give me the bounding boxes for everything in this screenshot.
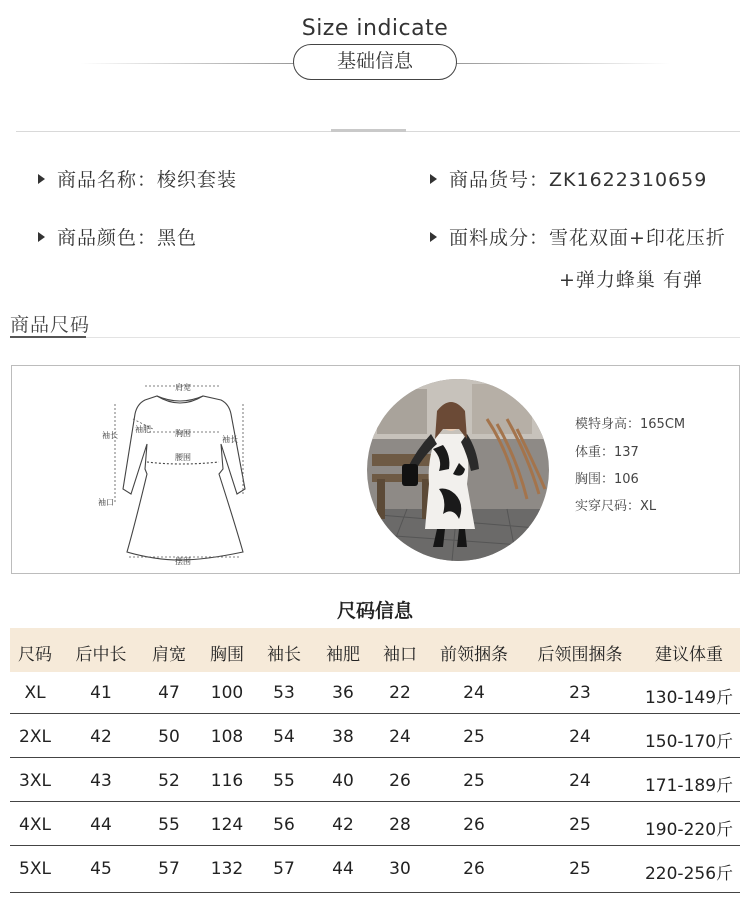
info-product-color-text: 商品颜色：黑色 [57, 227, 198, 249]
diagram-label-hem: 摆围 [175, 557, 191, 566]
table-cell: 3XL [19, 771, 51, 791]
table-cell: 36 [332, 683, 354, 703]
table-cell: 26 [463, 859, 485, 879]
table-header-cell: 后领围捆条 [537, 645, 623, 665]
table-cell: 47 [158, 683, 180, 703]
diagram-label-shoulder: 肩宽 [175, 383, 191, 392]
table-cell: 220-256斤 [644, 864, 734, 884]
table-cell: 25 [463, 727, 485, 747]
info-product-fabric-text: 面料成分：雪花双面+印花压折 [449, 227, 726, 249]
table-cell: 190-220斤 [644, 820, 734, 840]
table-cell: 4XL [19, 815, 51, 835]
model-bust: 胸围：106 [575, 472, 639, 487]
table-cell: 43 [90, 771, 112, 791]
table-cell: 26 [389, 771, 411, 791]
table-cell: 44 [332, 859, 354, 879]
table-cell: 28 [389, 815, 411, 835]
table-header-cell: 袖口 [383, 645, 417, 665]
bullet-arrow-icon [38, 174, 45, 184]
diagram-label-sleeve-width: 袖肥 [135, 425, 151, 434]
header-line-right [456, 63, 670, 64]
table-header-cell: 尺码 [18, 645, 52, 665]
table-cell: 24 [569, 771, 591, 791]
table-cell: XL [24, 683, 46, 703]
table-cell: 42 [90, 727, 112, 747]
table-cell: 26 [463, 815, 485, 835]
table-cell: 52 [158, 771, 180, 791]
table-cell: 108 [210, 727, 244, 747]
table-cell: 124 [210, 815, 244, 835]
table-cell: 22 [389, 683, 411, 703]
table-header-cell: 袖长 [267, 645, 301, 665]
table-cell: 150-170斤 [644, 732, 734, 752]
table-cell: 25 [463, 771, 485, 791]
table-cell: 50 [158, 727, 180, 747]
table-cell: 171-189斤 [644, 776, 734, 796]
table-header-cell: 袖肥 [326, 645, 360, 665]
model-size: 实穿尺码：XL [575, 499, 657, 514]
info-product-fabric-cont: +弹力蜂巢 有弹 [559, 269, 703, 291]
dress-measurement-diagram [95, 374, 265, 569]
table-row-divider [10, 845, 740, 846]
table-cell: 25 [569, 815, 591, 835]
table-cell: 54 [273, 727, 295, 747]
size-section-line [86, 337, 740, 338]
model-weight: 体重：137 [575, 445, 639, 460]
table-cell: 132 [210, 859, 244, 879]
table-cell: 57 [158, 859, 180, 879]
table-cell: 40 [332, 771, 354, 791]
table-cell: 24 [569, 727, 591, 747]
table-cell: 116 [210, 771, 244, 791]
info-product-name-text: 商品名称：梭织套装 [57, 169, 238, 191]
size-section-label: 商品尺码 [10, 314, 91, 336]
table-cell: 100 [210, 683, 244, 703]
table-cell: 55 [273, 771, 295, 791]
bullet-arrow-icon [430, 232, 437, 242]
size-table-title: 尺码信息 [336, 600, 413, 622]
diagram-label-sleeve-length-right: 袖长 [222, 435, 238, 444]
table-header-cell: 后中长 [75, 645, 127, 665]
size-section-underline [10, 336, 86, 338]
table-cell: 23 [569, 683, 591, 703]
table-cell: 30 [389, 859, 411, 879]
table-cell: 25 [569, 859, 591, 879]
table-cell: 53 [273, 683, 295, 703]
header-title: Size indicate [301, 16, 449, 41]
table-cell: 57 [273, 859, 295, 879]
diagram-label-cuff: 袖口 [98, 498, 114, 507]
info-product-fabric [430, 223, 726, 250]
table-header-cell: 前领捆条 [440, 645, 508, 665]
table-cell: 42 [332, 815, 354, 835]
bullet-arrow-icon [430, 174, 437, 184]
table-cell: 41 [90, 683, 112, 703]
table-row-divider [10, 801, 740, 802]
table-header-cell: 建议体重 [655, 645, 723, 665]
divider-accent [331, 129, 406, 132]
table-cell: 2XL [19, 727, 51, 747]
table-cell: 5XL [19, 859, 51, 879]
diagram-label-sleeve-length-left: 袖长 [102, 431, 118, 440]
table-header-cell: 胸围 [210, 645, 244, 665]
table-cell: 55 [158, 815, 180, 835]
table-cell: 44 [90, 815, 112, 835]
bullet-arrow-icon [38, 232, 45, 242]
table-row-divider [10, 757, 740, 758]
info-product-sku-text: 商品货号：ZK1622310659 [449, 169, 708, 191]
table-cell: 38 [332, 727, 354, 747]
info-product-color [38, 223, 197, 250]
info-product-name [38, 165, 237, 192]
model-height: 模特身高：165CM [575, 417, 686, 432]
size-figure-box [11, 365, 740, 574]
table-row-divider [10, 892, 740, 893]
header-subtitle-pill: 基础信息 [293, 44, 457, 80]
table-cell: 45 [90, 859, 112, 879]
table-header-cell: 肩宽 [152, 645, 186, 665]
table-cell: 24 [463, 683, 485, 703]
diagram-label-waist: 腰围 [175, 453, 191, 462]
diagram-label-chest: 胸围 [175, 429, 191, 438]
model-photo [367, 379, 549, 561]
table-row-divider [10, 713, 740, 714]
table-cell: 56 [273, 815, 295, 835]
table-cell: 130-149斤 [644, 688, 734, 708]
info-product-sku [430, 165, 707, 192]
table-cell: 24 [389, 727, 411, 747]
header-line-left [80, 63, 294, 64]
